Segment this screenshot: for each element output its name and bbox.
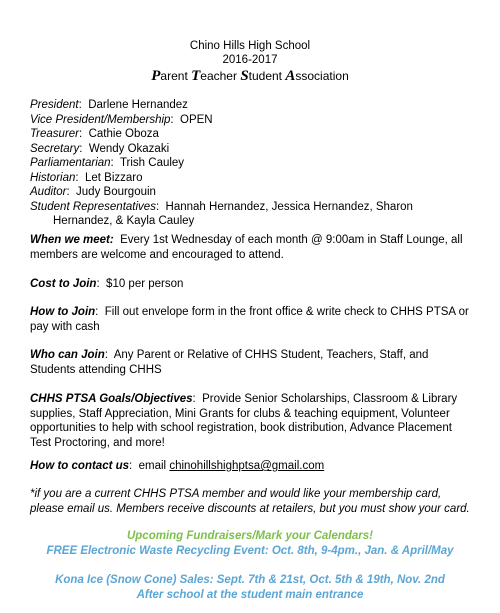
contact-label: How to contact us	[30, 460, 130, 472]
assoc-rest-p: arent	[160, 69, 192, 83]
officer-role: Treasurer	[30, 128, 79, 140]
officer-name: Cathie Oboza	[88, 128, 159, 140]
goals-label: CHHS PTSA Goals/Objectives	[30, 393, 193, 405]
officer-role: Student Representatives	[30, 200, 156, 213]
officer-role: Parliamentarian	[30, 157, 111, 169]
officer-role: Vice President/Membership	[30, 113, 171, 126]
assoc-rest-a: ssociation	[295, 69, 349, 83]
assoc-cap-s: S	[240, 68, 249, 84]
assoc-cap-p: P	[151, 68, 161, 84]
officer-name: Judy Bourgouin	[76, 186, 156, 198]
upcoming-heading: Upcoming Fundraisers/Mark your Calendars!	[126, 530, 374, 542]
assoc-cap-a: A	[285, 68, 296, 84]
contact-info: How to contact us: email chinohillshighptsa@gmail.com	[30, 460, 325, 472]
officer-president: President: Darlene Hernandez	[30, 99, 188, 111]
school-name: Chino Hills High School	[189, 40, 311, 52]
event-ewaste: FREE Electronic Waste Recycling Event: Oct. 8th, 9-4pm., Jan. & April/May	[46, 544, 454, 557]
cost-label: Cost to Join	[30, 278, 97, 290]
event-kona-ice-location: After school at the student main entrance	[136, 588, 364, 601]
event-kona-ice: Kona Ice (Snow Cone) Sales: Sept. 7th & 21st, Oct. 5th & 19th, Nov. 2nd	[55, 574, 445, 586]
officer-vice-president: Vice President/Membership: OPEN	[30, 113, 213, 126]
officer-role: President	[30, 99, 79, 111]
officer-name: Darlene Hernandez	[88, 99, 188, 111]
officer-name: OPEN	[180, 113, 213, 126]
officer-name: Let Bizzaro	[84, 171, 143, 184]
officer-student-reps: Student Representatives: Hannah Hernandez, Jessica Hernandez, Sharon	[30, 200, 413, 213]
meeting-text: Every 1st Wednesday of each month @ 9:00am in Staff Lounge, all members are welcome and encouraged to attend.	[30, 234, 463, 261]
officer-role: Historian	[30, 171, 76, 184]
officer-name: Wendy Okazaki	[88, 142, 170, 155]
upcoming-events	[0, 529, 500, 602]
contact-prefix: email	[138, 460, 167, 472]
officer-parliamentarian: Parliamentarian: Trish Cauley	[30, 157, 185, 169]
how-to-join-info: How to Join: Fill out envelope form in the front office & write check to CHHS PTSA or pay with cash	[30, 306, 469, 333]
membership-note: *if you are a current CHHS PTSA member and would like your membership card, please email us. Members receive discounts at retailers, but you must show your card.	[30, 488, 470, 515]
officer-role: Auditor	[30, 186, 67, 198]
officer-name: Hannah Hernandez, Jessica Hernandez, Sharon	[165, 200, 413, 213]
goals-text: Provide Senior Scholarships, Classroom & Library supplies, Staff Appreciation, Mini Grants for clubs & teaching equipment, Volunteer opportunities to help with school registration, book distribution, Advance Placement Test Proctoring, and more!	[30, 393, 458, 449]
officer-treasurer: Treasurer: Cathie Oboza	[30, 128, 159, 140]
contact-email-link[interactable]: chinohillshighptsa@gmail.com	[169, 460, 325, 472]
cost-info: Cost to Join: $10 per person	[30, 278, 184, 290]
officer-historian: Historian: Let Bizzaro	[30, 171, 143, 184]
cost-text: $10 per person	[106, 278, 184, 290]
how-label: How to Join	[30, 306, 96, 318]
officer-auditor: Auditor: Judy Bourgouin	[30, 186, 156, 198]
association-title	[0, 68, 500, 84]
who-label: Who can Join	[30, 349, 105, 361]
header	[0, 39, 500, 84]
how-text: Fill out envelope form in the front office & write check to CHHS PTSA or pay with cash	[30, 306, 469, 333]
who-can-join-info: Who can Join: Any Parent or Relative of CHHS Student, Teachers, Staff, and Students attending CHHS	[30, 349, 429, 376]
who-text: Any Parent or Relative of CHHS Student, Teachers, Staff, and Students attending CHHS	[30, 349, 429, 376]
officer-student-reps-continued: Hernandez, & Kayla Cauley	[53, 215, 195, 227]
meeting-info	[30, 233, 475, 262]
assoc-rest-s: tudent	[248, 69, 286, 83]
assoc-cap-t: T	[191, 68, 201, 84]
meeting-label: When we meet:	[30, 234, 114, 246]
assoc-rest-t: eacher	[200, 69, 241, 83]
officer-name: Trish Cauley	[119, 157, 185, 169]
goals-info: CHHS PTSA Goals/Objectives: Provide Senior Scholarships, Classroom & Library supplies, Staff Appreciation, Mini Grants for clubs & teaching equipment, Volunteer opportunities to help with school registration, book distribution, Advance Placement Test Proctoring, and more!	[30, 393, 458, 449]
officer-role: Secretary	[30, 142, 80, 155]
school-year: 2016-2017	[222, 54, 278, 66]
officer-list	[30, 98, 475, 229]
officer-secretary: Secretary: Wendy Okazaki	[30, 142, 170, 155]
